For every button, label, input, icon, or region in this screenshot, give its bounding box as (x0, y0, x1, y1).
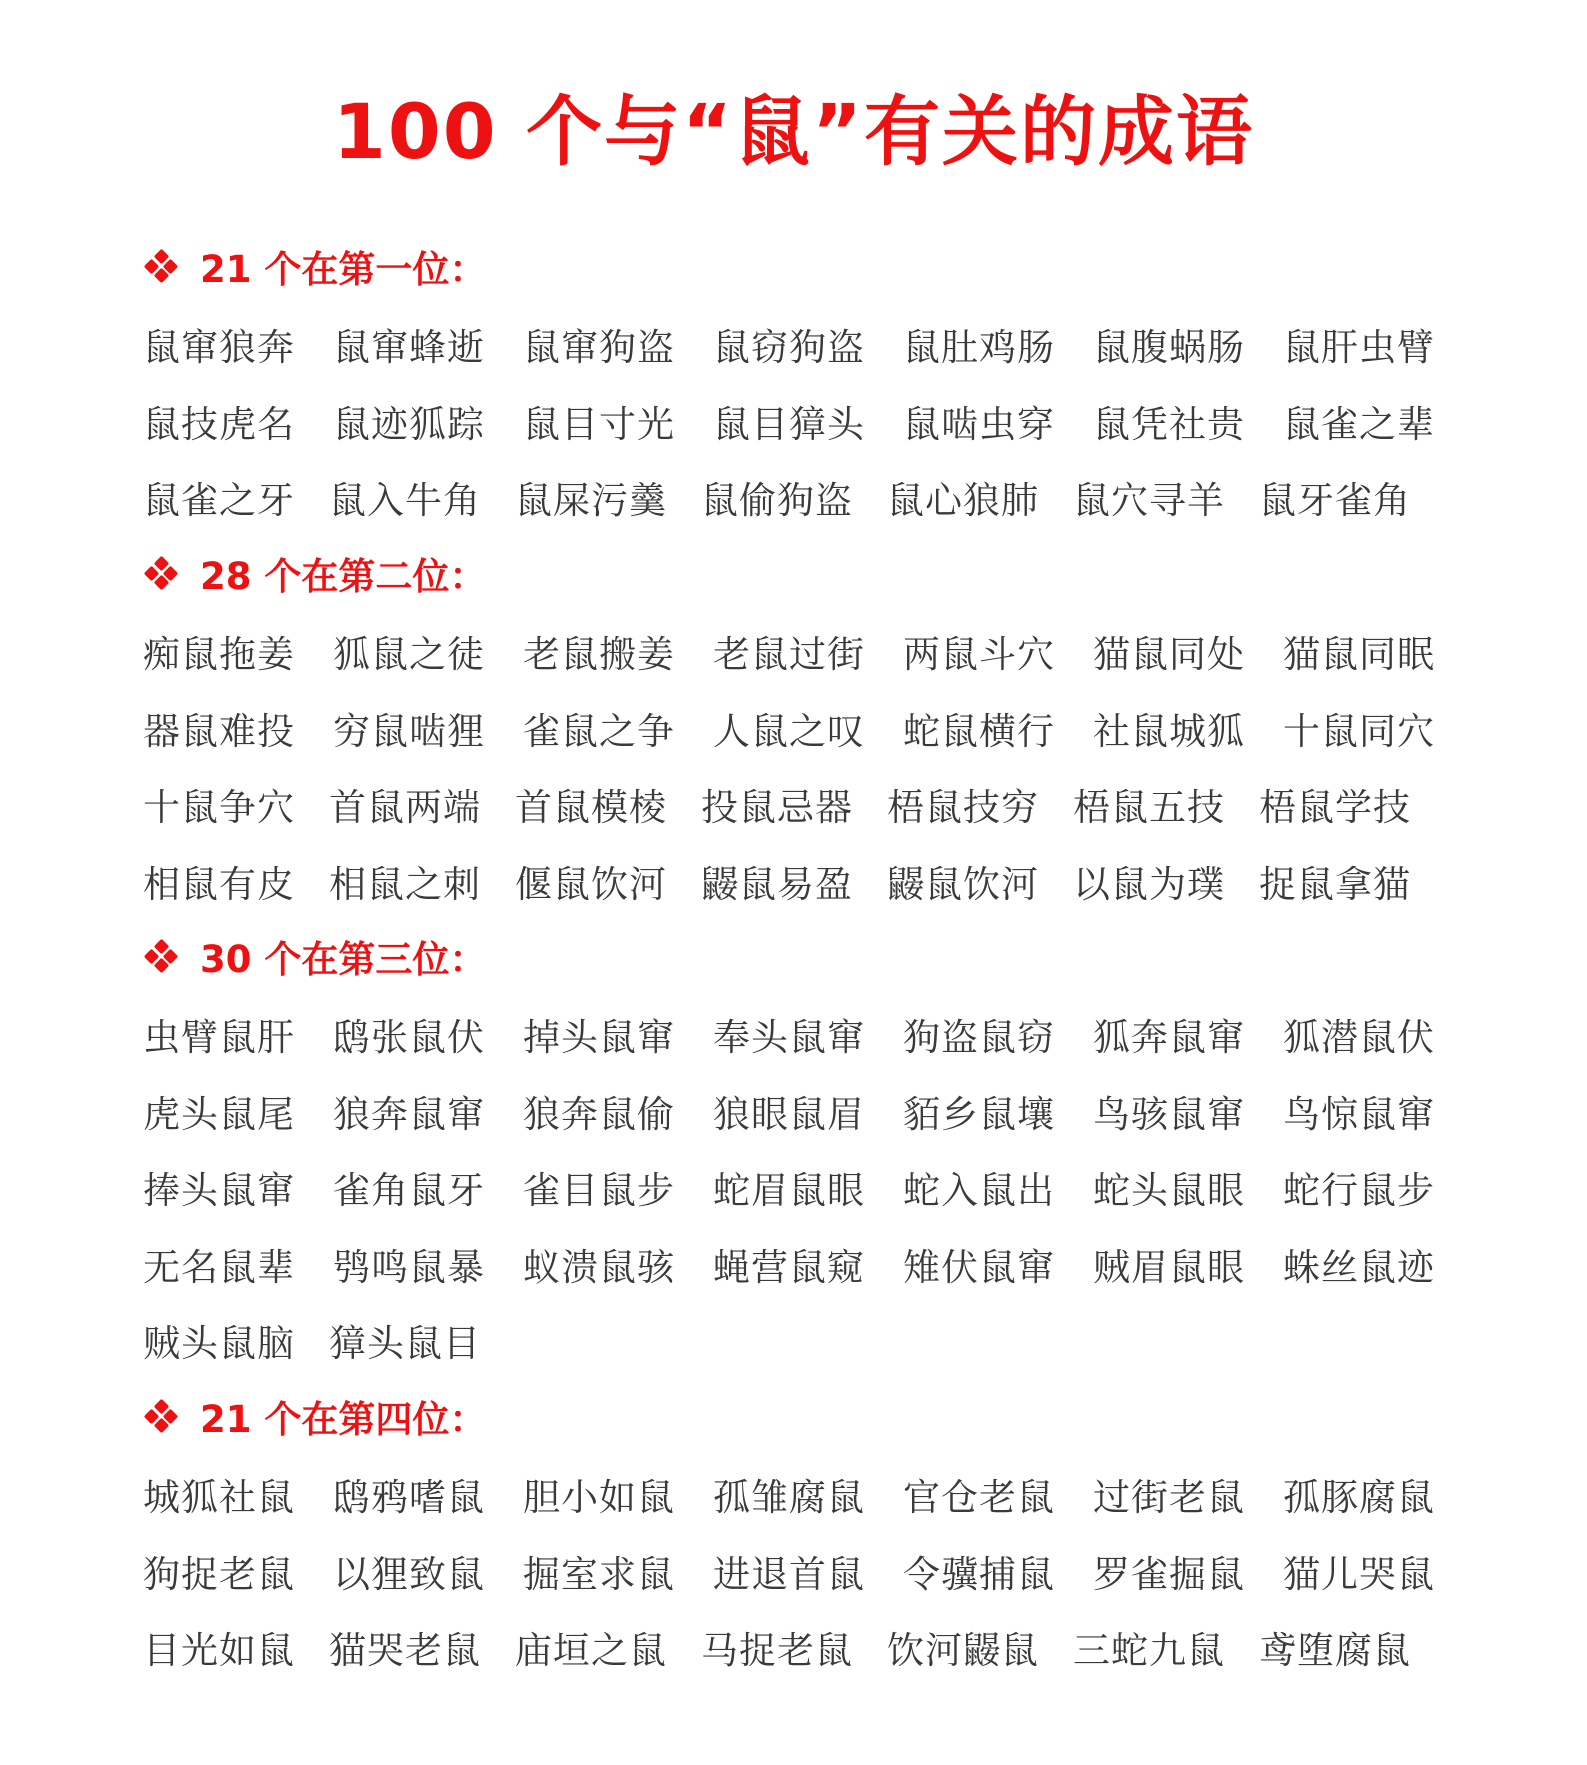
page-title: 100 个与“鼠”有关的成语 (333, 87, 1254, 176)
idiom: 鸢堕腐鼠 (1259, 1629, 1411, 1673)
idiom: 鸮鸣鼠暴 (333, 1245, 485, 1289)
idiom: 鼠目寸光 (523, 402, 675, 446)
idiom: 孤雏腐鼠 (713, 1476, 865, 1520)
idiom: 蛇眉鼠眼 (713, 1169, 865, 1213)
section-heading-text: 28 个在第二位： (200, 555, 487, 598)
idiom: 鼠肝虫臂 (1283, 326, 1435, 370)
idiom: 鼠偷狗盗 (701, 479, 853, 523)
idiom: 狐潜鼠伏 (1283, 1016, 1435, 1060)
idiom: 猫鼠同处 (1093, 633, 1245, 677)
idiom: 孤豚腐鼠 (1283, 1476, 1435, 1520)
idiom: 鼠心狼肺 (887, 479, 1039, 523)
diamond-bullet-icon (146, 251, 176, 281)
idiom: 鼹鼠易盈 (701, 862, 853, 906)
diamond-bullet-icon (146, 1401, 176, 1431)
idiom: 鼠目獐头 (713, 402, 865, 446)
idiom: 老鼠过街 (713, 633, 865, 677)
idiom: 过街老鼠 (1093, 1476, 1245, 1520)
idiom: 饮河鼹鼠 (887, 1629, 1039, 1673)
idiom: 狗盗鼠窃 (903, 1016, 1055, 1060)
section-heading-text: 21 个在第四位： (200, 1398, 487, 1441)
idiom: 鼠技虎名 (143, 402, 295, 446)
idiom: 貊乡鼠壤 (903, 1092, 1055, 1136)
idiom: 雀角鼠牙 (333, 1169, 485, 1213)
idiom-list (143, 306, 1473, 459)
idiom-row (143, 613, 1473, 690)
idiom: 鼠窃狗盗 (713, 326, 865, 370)
idiom: 虎头鼠尾 (143, 1092, 295, 1136)
idiom: 相鼠之刺 (329, 862, 481, 906)
idiom: 狐鼠之徒 (333, 633, 485, 677)
idiom-row (143, 383, 1473, 460)
idiom: 贼头鼠脑 (143, 1322, 295, 1366)
idiom-row (143, 766, 1445, 843)
idiom: 鼠腹蜗肠 (1093, 326, 1245, 370)
idiom: 鼠窜蜂逝 (333, 326, 485, 370)
idiom: 人鼠之叹 (713, 709, 865, 753)
idiom-row (143, 1456, 1473, 1533)
idiom-row (143, 1073, 1473, 1150)
idiom: 鼠迹狐踪 (333, 402, 485, 446)
idiom: 奉头鼠窜 (713, 1016, 865, 1060)
idiom: 獐头鼠目 (329, 1322, 481, 1366)
idiom: 狐奔鼠窜 (1093, 1016, 1245, 1060)
idiom: 两鼠斗穴 (903, 633, 1055, 677)
section-heading-text: 30 个在第三位： (200, 938, 487, 981)
idiom: 狗捉老鼠 (143, 1552, 295, 1596)
idiom: 蝇营鼠窥 (713, 1245, 865, 1289)
idiom: 社鼠城狐 (1093, 709, 1245, 753)
idiom: 梧鼠技穷 (887, 786, 1039, 830)
idiom: 罗雀掘鼠 (1093, 1552, 1245, 1596)
idiom: 无名鼠辈 (143, 1245, 295, 1289)
idiom-row (143, 1226, 1473, 1303)
idiom: 梧鼠学技 (1259, 786, 1411, 830)
idiom: 十鼠同穴 (1283, 709, 1435, 753)
idiom: 老鼠搬姜 (523, 633, 675, 677)
idiom: 投鼠忌器 (701, 786, 853, 830)
idiom: 鸱鸦嗜鼠 (333, 1476, 485, 1520)
idiom: 三蛇九鼠 (1073, 1629, 1225, 1673)
idiom: 鼠雀之牙 (143, 479, 295, 523)
idiom: 蛛丝鼠迹 (1283, 1245, 1435, 1289)
idiom: 十鼠争穴 (143, 786, 295, 830)
idiom: 蛇头鼠眼 (1093, 1169, 1245, 1213)
idiom-row (143, 1609, 1445, 1686)
section-heading (146, 236, 486, 296)
idiom: 雀鼠之争 (523, 709, 675, 753)
idiom: 猫哭老鼠 (329, 1629, 481, 1673)
idiom: 偃鼠饮河 (515, 862, 667, 906)
idiom-row (143, 1149, 1473, 1226)
idiom: 鼠牙雀角 (1259, 479, 1411, 523)
idiom: 鼠肚鸡肠 (903, 326, 1055, 370)
idiom-list (143, 1609, 1445, 1686)
idiom: 胆小如鼠 (523, 1476, 675, 1520)
idiom: 蛇行鼠步 (1283, 1169, 1435, 1213)
idiom: 雀目鼠步 (523, 1169, 675, 1213)
idiom: 鼠雀之辈 (1283, 402, 1435, 446)
idiom: 器鼠难投 (143, 709, 295, 753)
idiom: 狼奔鼠偷 (523, 1092, 675, 1136)
idiom: 蚁溃鼠骇 (523, 1245, 675, 1289)
idiom: 首鼠模棱 (515, 786, 667, 830)
idiom: 掉头鼠窜 (523, 1016, 675, 1060)
idiom: 蛇鼠横行 (903, 709, 1055, 753)
idiom: 官仓老鼠 (903, 1476, 1055, 1520)
idiom-list (143, 613, 1473, 766)
idiom: 痴鼠拖姜 (143, 633, 295, 677)
idiom-list (143, 1456, 1473, 1609)
idiom: 穷鼠啮狸 (333, 709, 485, 753)
idiom: 捉鼠拿猫 (1259, 862, 1411, 906)
idiom: 鼹鼠饮河 (887, 862, 1039, 906)
idiom: 猫鼠同眠 (1283, 633, 1435, 677)
idiom: 捧头鼠窜 (143, 1169, 295, 1213)
idiom: 鼠窜狼奔 (143, 326, 295, 370)
idiom: 鼠啮虫穿 (903, 402, 1055, 446)
idiom: 狼眼鼠眉 (713, 1092, 865, 1136)
idiom: 雉伏鼠窜 (903, 1245, 1055, 1289)
idiom-list (143, 1302, 515, 1379)
idiom: 令骥捕鼠 (903, 1552, 1055, 1596)
idiom-row (143, 690, 1473, 767)
idiom: 首鼠两端 (329, 786, 481, 830)
idiom: 梧鼠五技 (1073, 786, 1225, 830)
idiom-row (143, 1533, 1473, 1610)
idiom-row (143, 459, 1445, 536)
idiom-list (143, 459, 1445, 536)
idiom: 虫臂鼠肝 (143, 1016, 295, 1060)
idiom: 鼠窜狗盗 (523, 326, 675, 370)
idiom: 贼眉鼠眼 (1093, 1245, 1245, 1289)
idiom: 目光如鼠 (143, 1629, 295, 1673)
idiom-row (143, 843, 1445, 920)
idiom: 以鼠为璞 (1073, 862, 1225, 906)
idiom: 鸱张鼠伏 (333, 1016, 485, 1060)
idiom: 鼠穴寻羊 (1073, 479, 1225, 523)
idiom-row (143, 306, 1473, 383)
idiom: 庙垣之鼠 (515, 1629, 667, 1673)
idiom: 狼奔鼠窜 (333, 1092, 485, 1136)
idiom: 以狸致鼠 (333, 1552, 485, 1596)
idiom: 掘室求鼠 (523, 1552, 675, 1596)
idiom: 蛇入鼠出 (903, 1169, 1055, 1213)
section-heading (146, 1386, 486, 1446)
idiom: 马捉老鼠 (701, 1629, 853, 1673)
section-heading (146, 543, 486, 603)
idiom: 鼠入牛角 (329, 479, 481, 523)
diamond-bullet-icon (146, 558, 176, 588)
idiom: 鼠屎污羹 (515, 479, 667, 523)
idiom-row (143, 996, 1473, 1073)
idiom: 城狐社鼠 (143, 1476, 295, 1520)
section-heading (146, 926, 486, 986)
idiom: 鼠凭社贵 (1093, 402, 1245, 446)
idiom: 进退首鼠 (713, 1552, 865, 1596)
diamond-bullet-icon (146, 941, 176, 971)
idiom: 鸟骇鼠窜 (1093, 1092, 1245, 1136)
idiom: 猫儿哭鼠 (1283, 1552, 1435, 1596)
idiom-row (143, 1302, 515, 1379)
idiom-list (143, 766, 1445, 919)
idiom: 相鼠有皮 (143, 862, 295, 906)
idiom-list (143, 996, 1473, 1302)
section-heading-text: 21 个在第一位： (200, 248, 487, 291)
idiom: 鸟惊鼠窜 (1283, 1092, 1435, 1136)
